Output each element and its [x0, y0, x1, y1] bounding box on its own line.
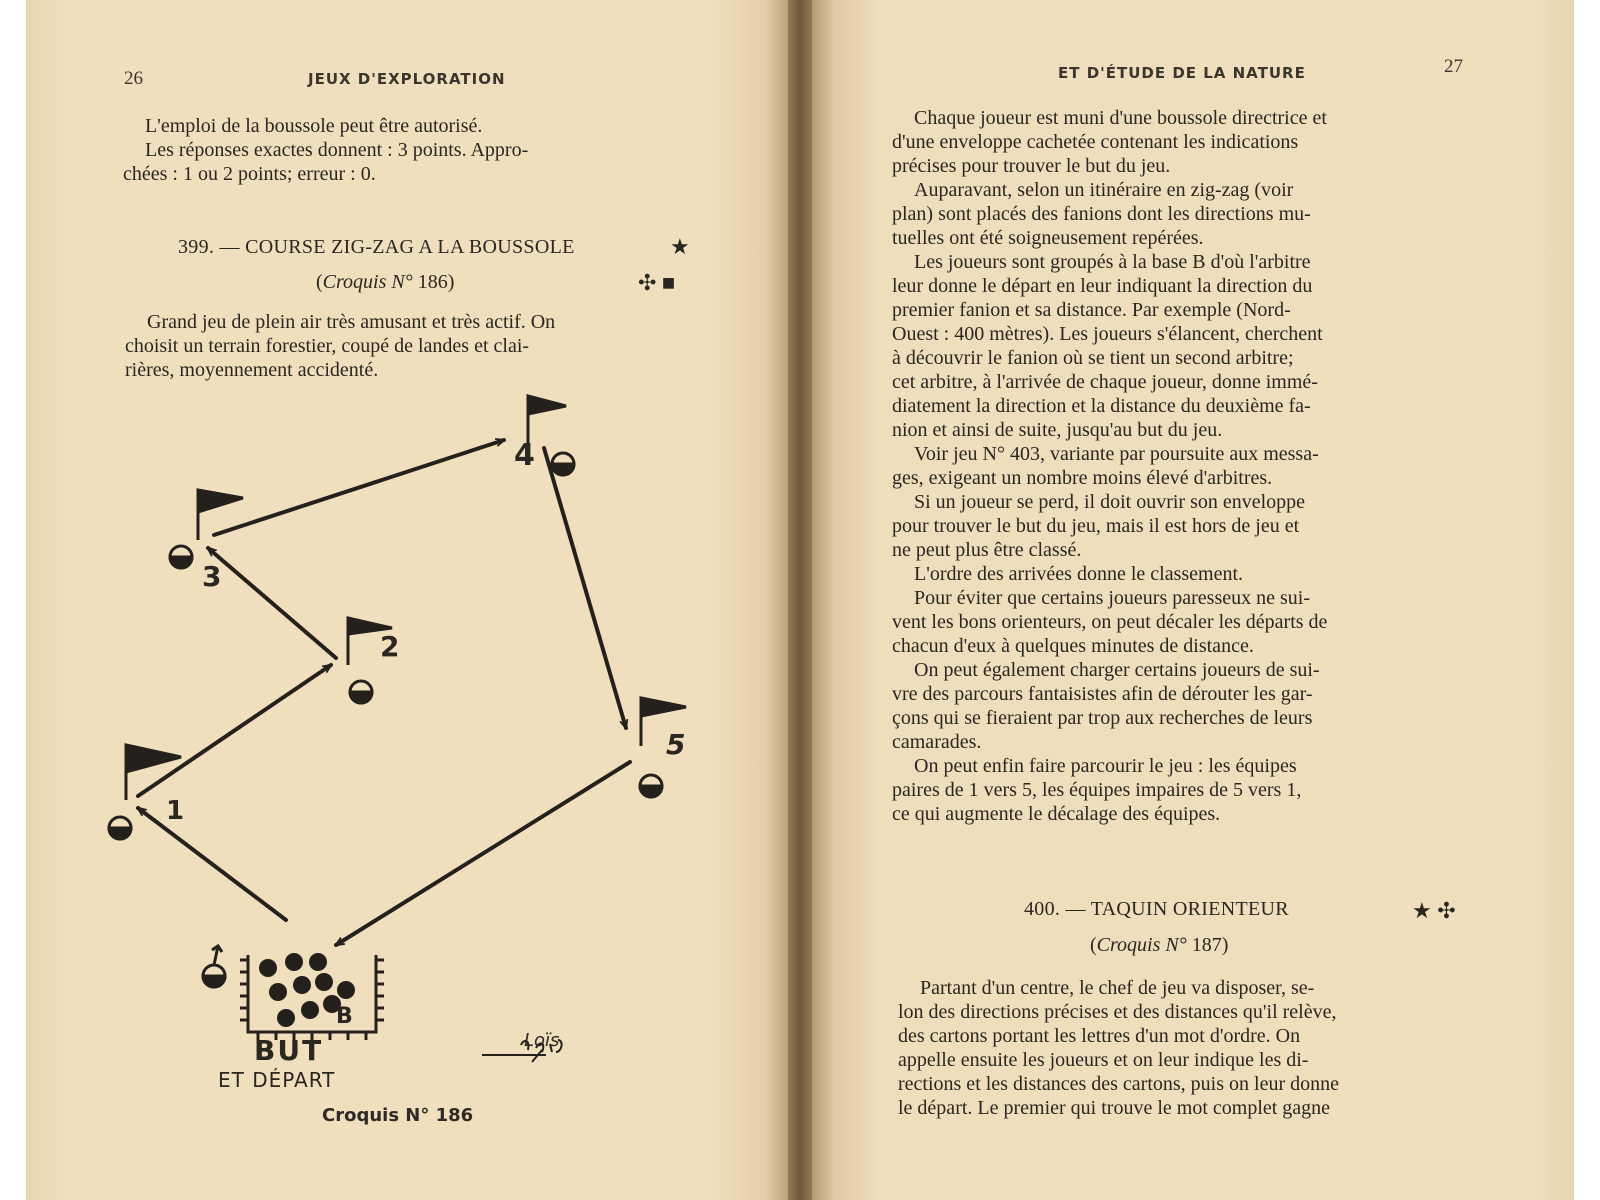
croquis-sketch	[26, 0, 788, 1200]
flag-label-2: 2	[380, 630, 400, 663]
text-line: vent les bons orienteurs, on peut décaler les départs de	[892, 611, 1328, 633]
text-line: Si un joueur se perd, il doit ouvrir son enveloppe	[914, 491, 1306, 513]
sub-prefix: (	[1090, 934, 1097, 956]
text-line: Chaque joueur est muni d'une boussole directrice et	[914, 107, 1327, 129]
text-line: pour trouver le but du jeu, mais il est hors de jeu et	[892, 515, 1300, 537]
flag-label-3: 3	[202, 560, 222, 593]
sub-italic: Croquis N°	[322, 271, 413, 293]
route-arrow	[336, 762, 630, 945]
text-line: choisit un terrain forestier, coupé de landes et clai-	[125, 335, 530, 357]
text-line: rières, moyennement accidenté.	[125, 359, 379, 381]
difficulty-icons: ★ ✣	[1412, 898, 1456, 923]
difficulty-icons: ✣ ■	[638, 270, 676, 295]
text-line: Grand jeu de plein air très amusant et très actif. On	[147, 311, 556, 333]
text-line: diatement la direction et la distance du deuxième fa-	[892, 395, 1311, 417]
arbiter-marker-icon	[640, 775, 662, 797]
text-line: rections et les distances des cartons, puis on leur donne	[898, 1073, 1339, 1095]
route-arrow	[138, 808, 286, 920]
page-number: 26	[124, 68, 143, 89]
text-line: çons qui se fieraient par trop aux recherches de leurs	[892, 707, 1313, 729]
running-head: JEUX D'EXPLORATION	[308, 70, 506, 88]
running-head: ET D'ÉTUDE DE LA NATURE	[1058, 64, 1306, 82]
text-line: Les réponses exactes donnent : 3 points. Appro-	[145, 139, 529, 161]
text-line: Pour éviter que certains joueurs paresseux ne sui-	[914, 587, 1310, 609]
text-line: On peut également charger certains joueurs de sui-	[914, 659, 1320, 681]
left-page	[26, 0, 788, 1200]
rules-paragraph	[892, 106, 1466, 826]
text-line: chées : 1 ou 2 points; erreur : 0.	[123, 163, 376, 185]
flag-label-1: 1	[166, 796, 185, 826]
text-line: précises pour trouver le but du jeu.	[892, 155, 1171, 177]
route-arrow	[544, 448, 626, 728]
section-subtitle	[1090, 934, 1228, 957]
text-line: tuelles ont été soigneusement repérées.	[892, 227, 1204, 249]
text-line: Partant d'un centre, le chef de jeu va disposer, se-	[920, 977, 1315, 999]
text-line: à découvrir le fanion où se tient un second arbitre;	[892, 347, 1294, 369]
text-line: ges, exigeant un nombre moins élevé d'arbitres.	[892, 467, 1273, 489]
text-line: Voir jeu N° 403, variante par poursuite aux messa-	[914, 443, 1319, 465]
text-line: ne peut plus être classé.	[892, 539, 1082, 561]
text-line: cet arbitre, à l'arrivée de chaque joueur, donne immé-	[892, 371, 1318, 393]
text-line: L'emploi de la boussole peut être autorisé.	[145, 115, 483, 137]
sketch-label-but: BUT	[254, 1034, 324, 1067]
route-arrow	[138, 665, 331, 796]
text-line: paires de 1 vers 5, les équipes impaires de 5 vers 1,	[892, 779, 1302, 801]
text-line: plan) sont placés des fanions dont les directions mu-	[892, 203, 1311, 225]
text-line: nion et ainsi de suite, jusqu'au but du jeu.	[892, 419, 1223, 441]
sub-suffix: 187)	[1186, 934, 1229, 956]
text-line: L'ordre des arrivées donne le classement.	[914, 563, 1244, 585]
text-line: appelle ensuite les joueurs et on leur indique les di-	[898, 1049, 1309, 1071]
text-line: d'une enveloppe cachetée contenant les indications	[892, 131, 1299, 153]
text-line: premier fanion et sa distance. Par exemple (Nord-	[892, 299, 1291, 321]
section2-paragraph	[898, 976, 1470, 1120]
route-arrow	[208, 548, 336, 658]
text-line: lon des directions précises et des distances qu'il relève,	[898, 1001, 1337, 1023]
arbiter-marker-icon	[170, 546, 192, 568]
text-line: ce qui augmente le décalage des équipes.	[892, 803, 1221, 825]
arbiter-marker-icon	[552, 453, 574, 475]
signature: Loïs	[524, 1030, 560, 1051]
text-line: Les joueurs sont groupés à la base B d'où l'arbitre	[914, 251, 1311, 273]
sub-italic: Croquis N°	[1096, 934, 1187, 956]
sub-prefix: (	[316, 271, 323, 293]
arbiter-marker-icon	[203, 946, 225, 987]
sketch-label-depart: ET DÉPART	[218, 1068, 336, 1092]
sub-suffix: 186)	[412, 271, 455, 293]
section-title: 399. — COURSE ZIG-ZAG A LA BOUSSOLE	[178, 236, 575, 258]
section-title: 400. — TAQUIN ORIENTEUR	[1024, 898, 1289, 920]
text-line: leur donne le départ en leur indiquant la direction du	[892, 275, 1313, 297]
text-line: le départ. Le premier qui trouve le mot complet gagne	[898, 1097, 1331, 1119]
flag-label-5: 5	[666, 728, 686, 761]
text-line: Ouest : 400 mètres). Les joueurs s'élancent, cherchent	[892, 323, 1323, 345]
book-spread	[26, 0, 1574, 1200]
route-arrow	[214, 440, 504, 535]
right-page	[812, 0, 1574, 1200]
text-line: Auparavant, selon un itinéraire en zig-zag (voir	[914, 179, 1294, 201]
flag-label-4: 4	[514, 438, 535, 473]
text-line: vre des parcours fantaisistes afin de dérouter les gar-	[892, 683, 1313, 705]
base-letter: B	[336, 1004, 353, 1029]
text-line: chacun d'eux à quelques minutes de distance.	[892, 635, 1254, 657]
page-number: 27	[1444, 56, 1463, 77]
star-icon: ★	[670, 234, 690, 259]
text-line: camarades.	[892, 731, 982, 753]
text-line: On peut enfin faire parcourir le jeu : les équipes	[914, 755, 1297, 777]
sketch-caption: Croquis N° 186	[322, 1105, 474, 1126]
text-line: des cartons portant les lettres d'un mot d'ordre. On	[898, 1025, 1301, 1047]
book-gutter	[788, 0, 812, 1200]
arbiter-marker-icon	[109, 817, 131, 839]
arbiter-marker-icon	[350, 681, 372, 703]
